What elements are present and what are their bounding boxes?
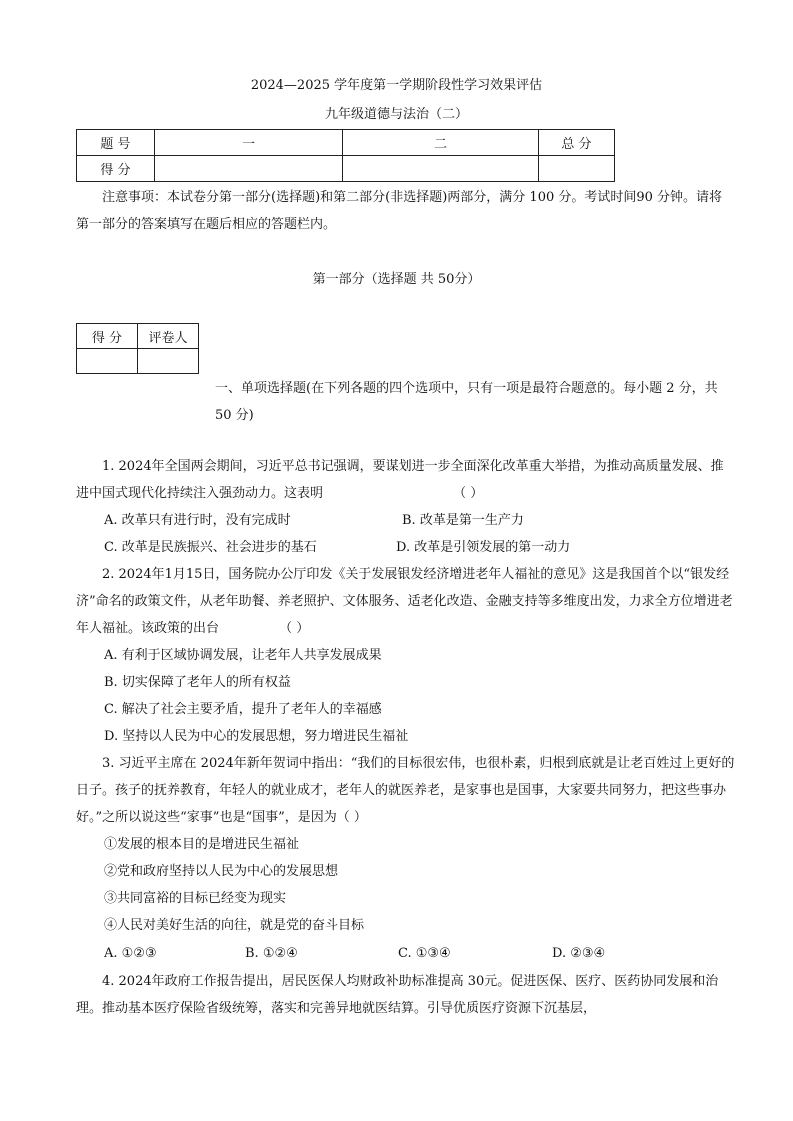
option-1b: B. 改革是第一生产力 xyxy=(402,513,524,528)
question-3-stem: 3. 习近平主席在 2024年新年贺词中指出：“我们的目标很宏伟，也很朴素，归根到底就是让老百姓过上更好的日子。孩子的抚养教育，年轻人的就业成才，老年人的就医养老，是家事也是国事，大家要共同努力，把这些事办好。”之所以说这些“家事”也是“国事”，是因为（ ） xyxy=(76,756,735,825)
option-1a: A. 改革只有进行时，没有完成时 xyxy=(104,513,291,528)
option-1d: D. 改革是引领发展的第一动力 xyxy=(396,540,571,555)
section1-heading: 一、单项选择题(在下列各题的四个选项中，只有一项是最符合题意的。每小题 2 分，共 50 分) xyxy=(215,381,718,423)
exam-subtitle: 九年级道德与法治（二） xyxy=(324,107,468,122)
score-table-row-label: 得 分 xyxy=(77,156,155,182)
option-2c: C. 解决了社会主要矛盾，提升了老年人的幸福感 xyxy=(104,702,382,717)
grader-table xyxy=(76,323,199,374)
answer-paren: （ ） xyxy=(279,621,310,636)
score-table xyxy=(76,129,615,182)
score-cell-total xyxy=(539,156,615,182)
question-4-stem: 4. 2024年政府工作报告提出，居民医保人均财政补助标准提高 30元。促进医保、医疗、医药协同发展和治理。推动基本医疗保险省级统筹，落实和完善异地就医结算。引导优质医疗资源下沉基层， xyxy=(76,974,719,1016)
statement-3: ③共同富裕的目标已经变为现实 xyxy=(104,891,287,906)
option-3a: A. ①②③ xyxy=(104,946,157,961)
statement-4: ④人民对美好生活的向往，就是党的奋斗目标 xyxy=(104,918,365,933)
answer-paren: （ ） xyxy=(453,486,484,501)
question-2 xyxy=(76,561,736,642)
exam-title: 2024—2025 学年度第一学期阶段性学习效果评估 xyxy=(250,78,543,93)
score-table-header-part2: 二 xyxy=(343,130,539,156)
question-1-stem xyxy=(76,453,736,507)
grader-name-label: 评卷人 xyxy=(138,324,199,349)
question-1 xyxy=(76,453,736,507)
question-2-stem xyxy=(76,561,736,642)
option-2a: A. 有利于区域协调发展，让老年人共享发展成果 xyxy=(104,648,382,663)
option-2d: D. 坚持以人民为中心的发展思想，努力增进民生福祉 xyxy=(104,729,409,744)
question-1-text: 1. 2024年全国两会期间，习近平总书记强调，要谋划进一步全面深化改革重大举措，为推动高质量发展、推进中国式现代化持续注入强劲动力。这表明 xyxy=(76,459,724,501)
option-3d: D. ②③④ xyxy=(552,946,606,961)
exam-notice: 注意事项：本试卷分第一部分(选择题)和第二部分(非选择题)两部分，满分 100 分。考试时间90 分钟。请将第一部分的答案填写在题后相应的答题栏内。 xyxy=(76,190,723,232)
option-2b: B. 切实保障了老年人的所有权益 xyxy=(104,675,291,690)
score-table-header-total: 总 分 xyxy=(539,130,615,156)
part1-title: 第一部分（选择题 共 50分） xyxy=(312,272,481,287)
score-table-header-part1: 一 xyxy=(155,130,343,156)
grader-name-cell xyxy=(138,349,199,374)
question-3 xyxy=(76,750,736,831)
score-cell-part2 xyxy=(343,156,539,182)
grader-score-cell xyxy=(77,349,138,374)
score-cell-part1 xyxy=(155,156,343,182)
question-4 xyxy=(76,968,736,1022)
option-3c: C. ①③④ xyxy=(398,946,451,961)
score-table-header-qnum: 题 号 xyxy=(77,130,155,156)
option-1c: C. 改革是民族振兴、社会进步的基石 xyxy=(104,540,317,555)
question-2-text: 2. 2024年1月15日，国务院办公厅印发《关于发展银发经济增进老年人福祉的意见》这是我国首个以“银发经济”命名的政策文件，从老年助餐、养老照护、文体服务、适老化改造、金融支持等多维度出发，力求全方位增进老年人福祉。该政策的出台 xyxy=(76,567,733,636)
grader-score-label: 得 分 xyxy=(77,324,138,349)
statement-1: ①发展的根本目的是增进民生福祉 xyxy=(104,837,300,852)
option-3b: B. ①②④ xyxy=(245,946,298,961)
statement-2: ②党和政府坚持以人民为中心的发展思想 xyxy=(104,864,339,879)
